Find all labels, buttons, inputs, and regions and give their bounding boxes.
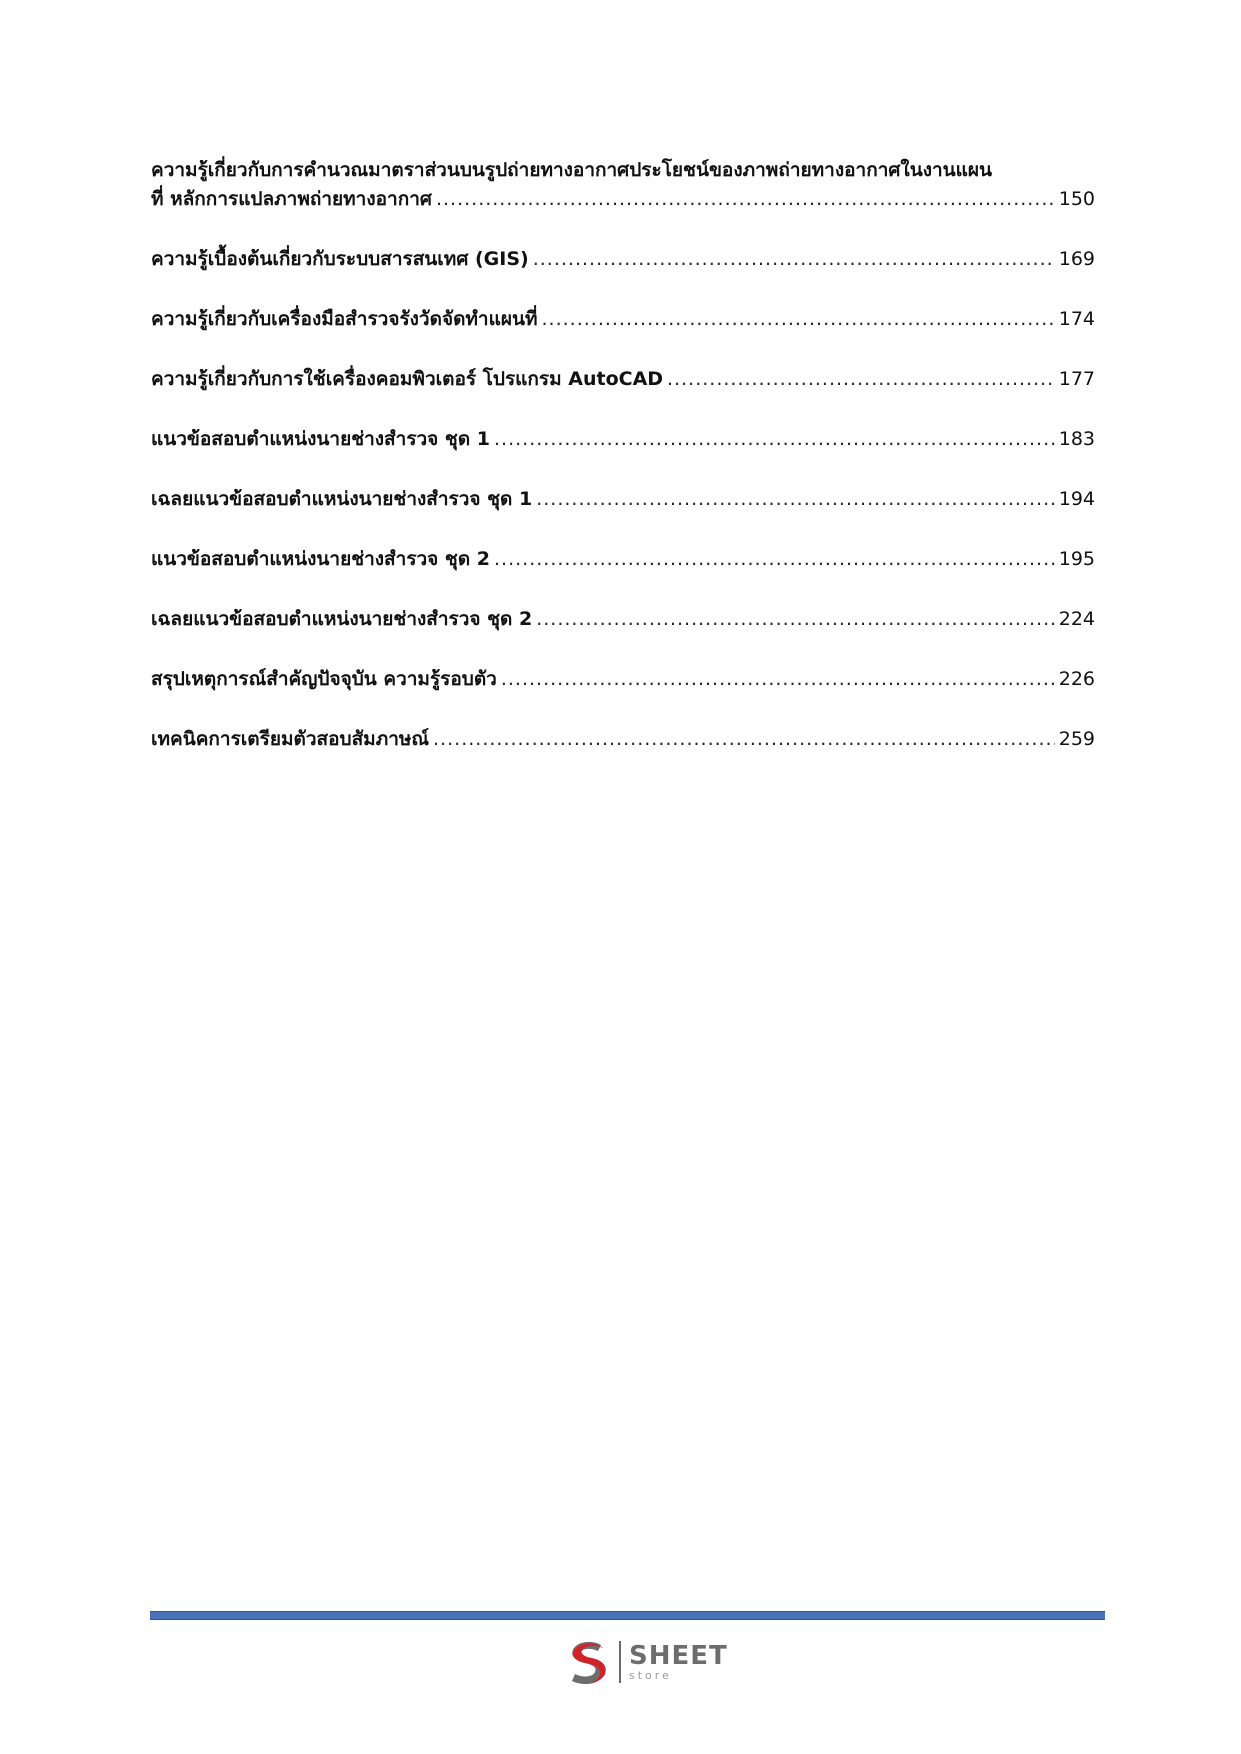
toc-entry-title-line1: ความรู้เกี่ยวกับการคำนวณมาตราส่วนบนรูปถ่ายทางอากาศประโยชน์ของภาพถ่ายทางอากาศในงานแผน [151,159,992,181]
toc-entry-title: เฉลยแนวข้อสอบตำแหน่งนายช่างสำรวจ ชุด 1 [151,488,533,510]
table-of-contents [151,156,1095,785]
dot-leader [501,665,1055,694]
toc-entry-title: ความรู้เกี่ยวกับเครื่องมือสำรวจรังวัดจัดทำแผนที่ [151,308,538,330]
toc-entry[interactable] [151,545,1095,574]
toc-entry-page: 183 [1058,428,1095,450]
toc-entry-page: 195 [1058,548,1095,570]
dot-leader [533,245,1055,274]
logo-wordmark: SHEET [629,1641,728,1671]
toc-entry-title: ที่ หลักการแปลภาพถ่ายทางอากาศ [151,188,432,210]
toc-entry[interactable] [151,245,1095,274]
toc-entry-title: สรุปเหตุการณ์สำคัญปัจจุบัน ความรู้รอบตัว [151,668,497,690]
sheet-store-logo [563,1636,728,1688]
dot-leader [494,425,1055,454]
toc-entry[interactable] [151,725,1095,754]
toc-entry[interactable] [151,485,1095,514]
logo-divider [619,1641,621,1683]
toc-entry[interactable] [151,305,1095,334]
toc-entry[interactable] [151,425,1095,454]
toc-entry-title: เฉลยแนวข้อสอบตำแหน่งนายช่างสำรวจ ชุด 2 [151,608,533,630]
toc-entry[interactable] [151,365,1095,394]
dot-leader [494,545,1055,574]
toc-entry-page: 259 [1058,728,1095,750]
toc-entry-title: ความรู้เบื้องต้นเกี่ยวกับระบบสารสนเทศ (GIS) [151,248,529,270]
dot-leader [536,605,1055,634]
sheet-store-logo-icon [563,1637,613,1687]
toc-entry-page: 224 [1058,608,1095,630]
dot-leader [436,185,1055,214]
footer-divider-bar [150,1611,1105,1620]
toc-entry-title: ความรู้เกี่ยวกับการใช้เครื่องคอมพิวเตอร์ โปรแกรม AutoCAD [151,368,664,390]
toc-entry[interactable] [151,665,1095,694]
logo-subtitle: store [629,1669,672,1682]
toc-entry-page: 194 [1058,488,1095,510]
toc-entry-page: 150 [1058,188,1095,210]
toc-entry-page: 177 [1058,368,1095,390]
toc-entry-page: 174 [1058,308,1095,330]
toc-entry-page: 226 [1058,668,1095,690]
dot-leader [536,485,1055,514]
toc-entry-title: เทคนิคการเตรียมตัวสอบสัมภาษณ์ [151,728,430,750]
dot-leader [542,305,1055,334]
dot-leader [433,725,1055,754]
dot-leader [667,365,1055,394]
toc-entry[interactable] [151,605,1095,634]
toc-entry-title: แนวข้อสอบตำแหน่งนายช่างสำรวจ ชุด 1 [151,428,491,450]
toc-entry-page: 169 [1058,248,1095,270]
toc-entry[interactable] [151,156,1095,214]
toc-entry-title: แนวข้อสอบตำแหน่งนายช่างสำรวจ ชุด 2 [151,548,491,570]
